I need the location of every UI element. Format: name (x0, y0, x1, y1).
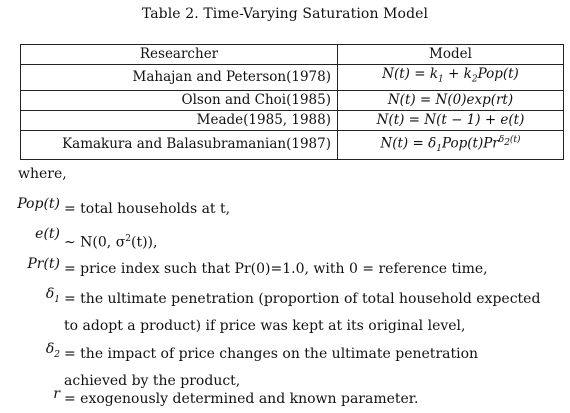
researcher-cell: Kamakura and Balasubramanian(1987) (21, 130, 338, 159)
table-caption: Table 2. Time-Varying Saturation Model (141, 6, 429, 22)
definition-symbol: $\delta_1$ (45, 286, 60, 305)
model-cell: $N(t) = \delta_1Pop(t)Pr^{\delta_2(t)}$ (338, 130, 564, 159)
table-header-row (21, 45, 564, 65)
definition-text: = exogenously determined and known parameter. (64, 391, 419, 407)
saturation-model-table (20, 44, 564, 160)
definition-symbol: $\delta_2$ (45, 341, 60, 360)
header-researcher: Researcher (21, 45, 338, 65)
model-cell: N(t) = N(t − 1) + e(t) (338, 110, 564, 130)
researcher-cell: Mahajan and Peterson(1978) (21, 65, 338, 91)
definition-text: = the impact of price changes on the ultimate penetration achieved by the product, (64, 346, 479, 389)
header-model: Model (338, 45, 564, 65)
definition-text: = price index such that Pr(0)=1.0, with 0 = reference time, (64, 261, 488, 277)
table-row (21, 110, 564, 130)
definition-text: = the ultimate penetration (proportion of total household expected to adopt a product) if price was kept at its original level, (64, 291, 541, 334)
researcher-cell: Olson and Choi(1985) (21, 90, 338, 110)
table-row (21, 130, 564, 159)
definition-symbol: e(t) (35, 226, 60, 242)
researcher-cell: Meade(1985, 1988) (21, 110, 338, 130)
where-label: where, (18, 166, 67, 182)
model-cell: $N(t) = k_1 + k_2Pop(t)$ (338, 65, 564, 91)
table-row (21, 90, 564, 110)
definition-symbol: Pop(t) (17, 196, 60, 212)
model-cell: N(t) = N(0)exp(rt) (338, 90, 564, 110)
definition-symbol: Pr(t) (27, 256, 60, 272)
definition-text: ∼ N(0, $\sigma^2(t)$), (64, 234, 158, 251)
table-row (21, 65, 564, 91)
definition-text: = total households at t, (64, 201, 231, 217)
definition-symbol: r (53, 386, 60, 402)
